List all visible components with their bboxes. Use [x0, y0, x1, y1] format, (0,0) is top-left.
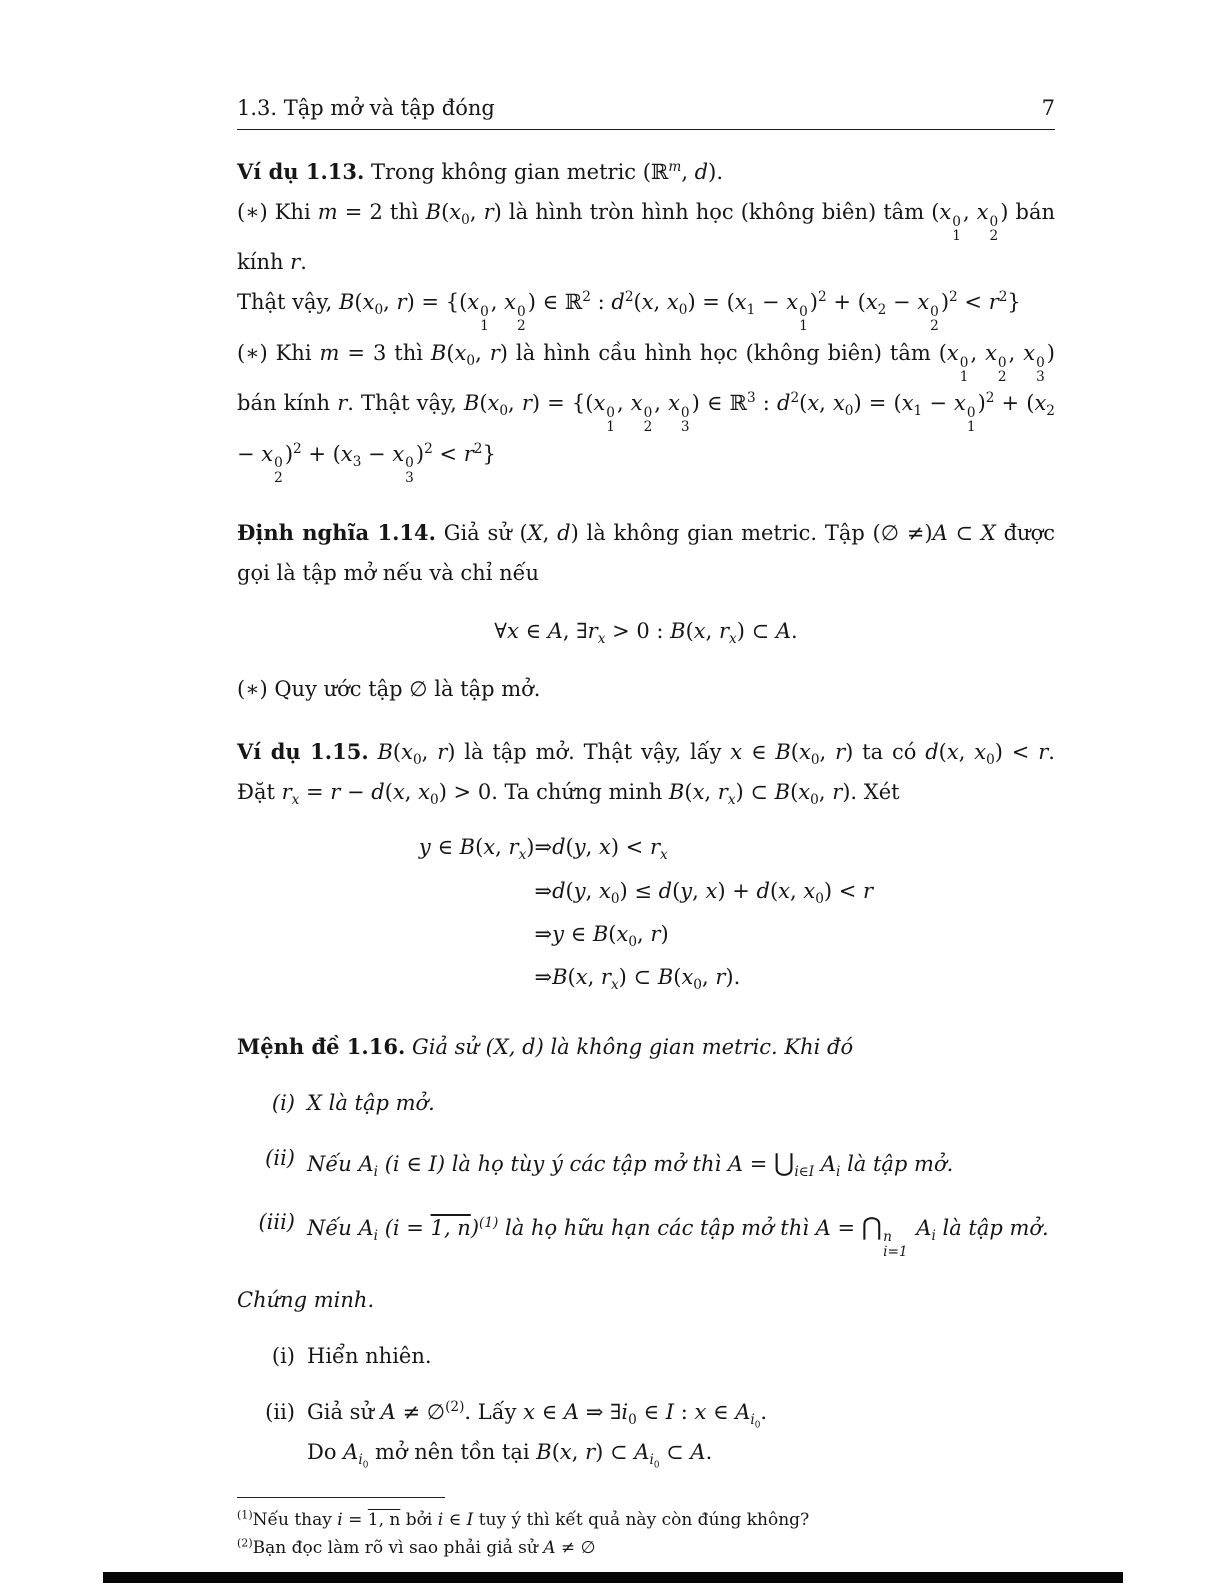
item-marker-ii: (ii): [265, 1146, 295, 1171]
item-marker-i: (i): [271, 1090, 295, 1115]
derivation-row2-lhs: [419, 870, 535, 913]
derivation-row1-lhs: y ∈ B(x, $r_x$): [418, 835, 535, 864]
main-content: [237, 96, 1055, 1562]
example-113-case-m3: (∗) Khi m = 3 thì $B(x_0$, r) là hình cầu hình học (không biên) tâm (x 0 1 , x 0 2 , x 0 3 ) bán kính r. Thật vậy, $B(x_0$, r) = {(x 0 1 , x 0 2 , x 0 3 ) ∈ ℝ$^3$ : $d^2(x$, $x_0) = (x_1 - x$ 0 1 )$^2 + (x_2 - x$ 0 2 )$^2 + (x_3 - x$ 0 3 )$^2 < r^2$}: [237, 340, 1055, 486]
footnotes: [237, 1497, 1055, 1562]
proof-marker-ii: (ii): [265, 1399, 295, 1424]
proposition-116-text: Giả sử (X, d) là không gian metric. Khi đó: [411, 1034, 854, 1059]
page-header: [237, 96, 1055, 130]
definition-114-remark: (∗) Quy ước tập ∅ là tập mở.: [237, 676, 541, 701]
definition-114-display-equation: ∀x ∈ A, $\exists r_x > 0$ : B(x, $r_x$) ⊂ A.: [494, 618, 798, 648]
example-115-label: Ví dụ 1.15.: [237, 738, 369, 764]
derivation-row4-lhs: [419, 956, 535, 999]
proof-item-i: [237, 1337, 1055, 1377]
item-text-iii: Nếu $A_i$ (i = 1, n)$^{(1)}$ là họ hữu hạn các tập mở thì A = ⋂ n i=1 $A_i$ là tập mở.: [307, 1211, 1049, 1260]
footnote-2: $^{(2)}$Bạn đọc làm rõ vì sao phải giả sử A ≠ ∅: [237, 1535, 596, 1558]
derivation-row3-rhs: ⇒y ∈ $B(x_0$, r): [534, 921, 669, 950]
example-113-case-m2-proof: Thật vậy, $B(x_0$, r) = {(x 0 1 , x 0 2 ) ∈ ℝ$^2$ : $d^2(x$, $x_0) = (x_1 - x$ 0 1 )$^2 + (x_2 - x$ 0 2 )$^2 < r^2$}: [237, 289, 1021, 335]
footnote-rule: [237, 1497, 445, 1498]
section-title: 1.3. Tập mở và tập đóng: [237, 96, 495, 120]
scan-artifact-bar: [103, 1572, 1123, 1583]
footnote-1: $^{(1)}$Nếu thay i = 1, n bởi i ∈ I tuy ý thì kết quả này còn đúng không?: [237, 1507, 810, 1530]
item-text-ii: Nếu $A_i$ (i ∈ I) là họ tùy ý các tập mở thì $A = ⋃_{i\in I}$ $A_i$ là tập mở.: [307, 1148, 954, 1181]
item-text-i: X là tập mở.: [307, 1090, 435, 1115]
proof-marker-i: (i): [271, 1343, 295, 1368]
item-marker-iii: (iii): [258, 1209, 295, 1234]
proof-text-ii: [307, 1393, 1055, 1473]
example-113-label: Ví dụ 1.13.: [237, 159, 365, 184]
proof-item-ii: [237, 1393, 1055, 1473]
proof-text-ii-line2: Do $A_{i_0}$ mở nên tồn tại B(x, r) ⊂ $A_{i_0}$ ⊂ A.: [307, 1439, 713, 1471]
proposition-item-i: [237, 1084, 1055, 1124]
example-115: [237, 732, 1055, 813]
example-113: [237, 152, 1055, 193]
example-113-intro: Trong không gian metric (ℝ$^m$, d).: [371, 159, 723, 184]
page-number: 7: [1041, 96, 1055, 120]
definition-114-text: Giả sử (X, d) là không gian metric. Tập (∅ ≠)A ⊂ X được gọi là tập mở nếu và chỉ nếu: [237, 521, 1055, 586]
definition-114: [237, 513, 1055, 594]
proof-text-ii-line1: Giả sử A ≠ ∅$^{(2)}$. Lấy x ∈ A ⇒ $\exists i_0$ ∈ I : x ∈ $A_{i_0}$.: [307, 1398, 768, 1431]
proposition-item-iii: [237, 1203, 1055, 1259]
derivation-row4-rhs: ⇒B(x, $r_x$) ⊂ $B(x_0$, r).: [534, 964, 741, 993]
example-115-text: $B(x_0$, r) là tập mở. Thật vậy, lấy x ∈ $B(x_0$, r) ta có d(x, $x_0) < r$. Đặt $r_x = r - d(x$, $x_0) > 0$. Ta chứng minh B(x, $r_x$) ⊂ $B(x_0$, r). Xét: [237, 739, 1055, 808]
proof-heading: Chứng minh.: [237, 1287, 375, 1312]
proof-text-i: Hiển nhiên.: [307, 1343, 432, 1368]
proposition-116-label: Mệnh đề 1.16.: [237, 1033, 406, 1059]
example-113-case-m2: (∗) Khi m = 2 thì $B(x_0$, r) là hình tròn hình học (không biên) tâm (x 0 1 , x 0 2 ) bán kính r.: [237, 199, 1055, 275]
derivation-row1-rhs: ⇒d(y, $x) < r_x$: [534, 835, 668, 864]
derivation-block: [419, 826, 873, 998]
derivation-row2-rhs: ⇒d(y, $x_0) \le d(y$, x) + d(x, $x_0) < r$: [534, 878, 874, 907]
derivation-row3-lhs: [419, 913, 535, 956]
definition-114-label: Định nghĩa 1.14.: [237, 520, 436, 546]
proposition-116: [237, 1027, 1055, 1068]
proposition-item-ii: [237, 1139, 1055, 1186]
